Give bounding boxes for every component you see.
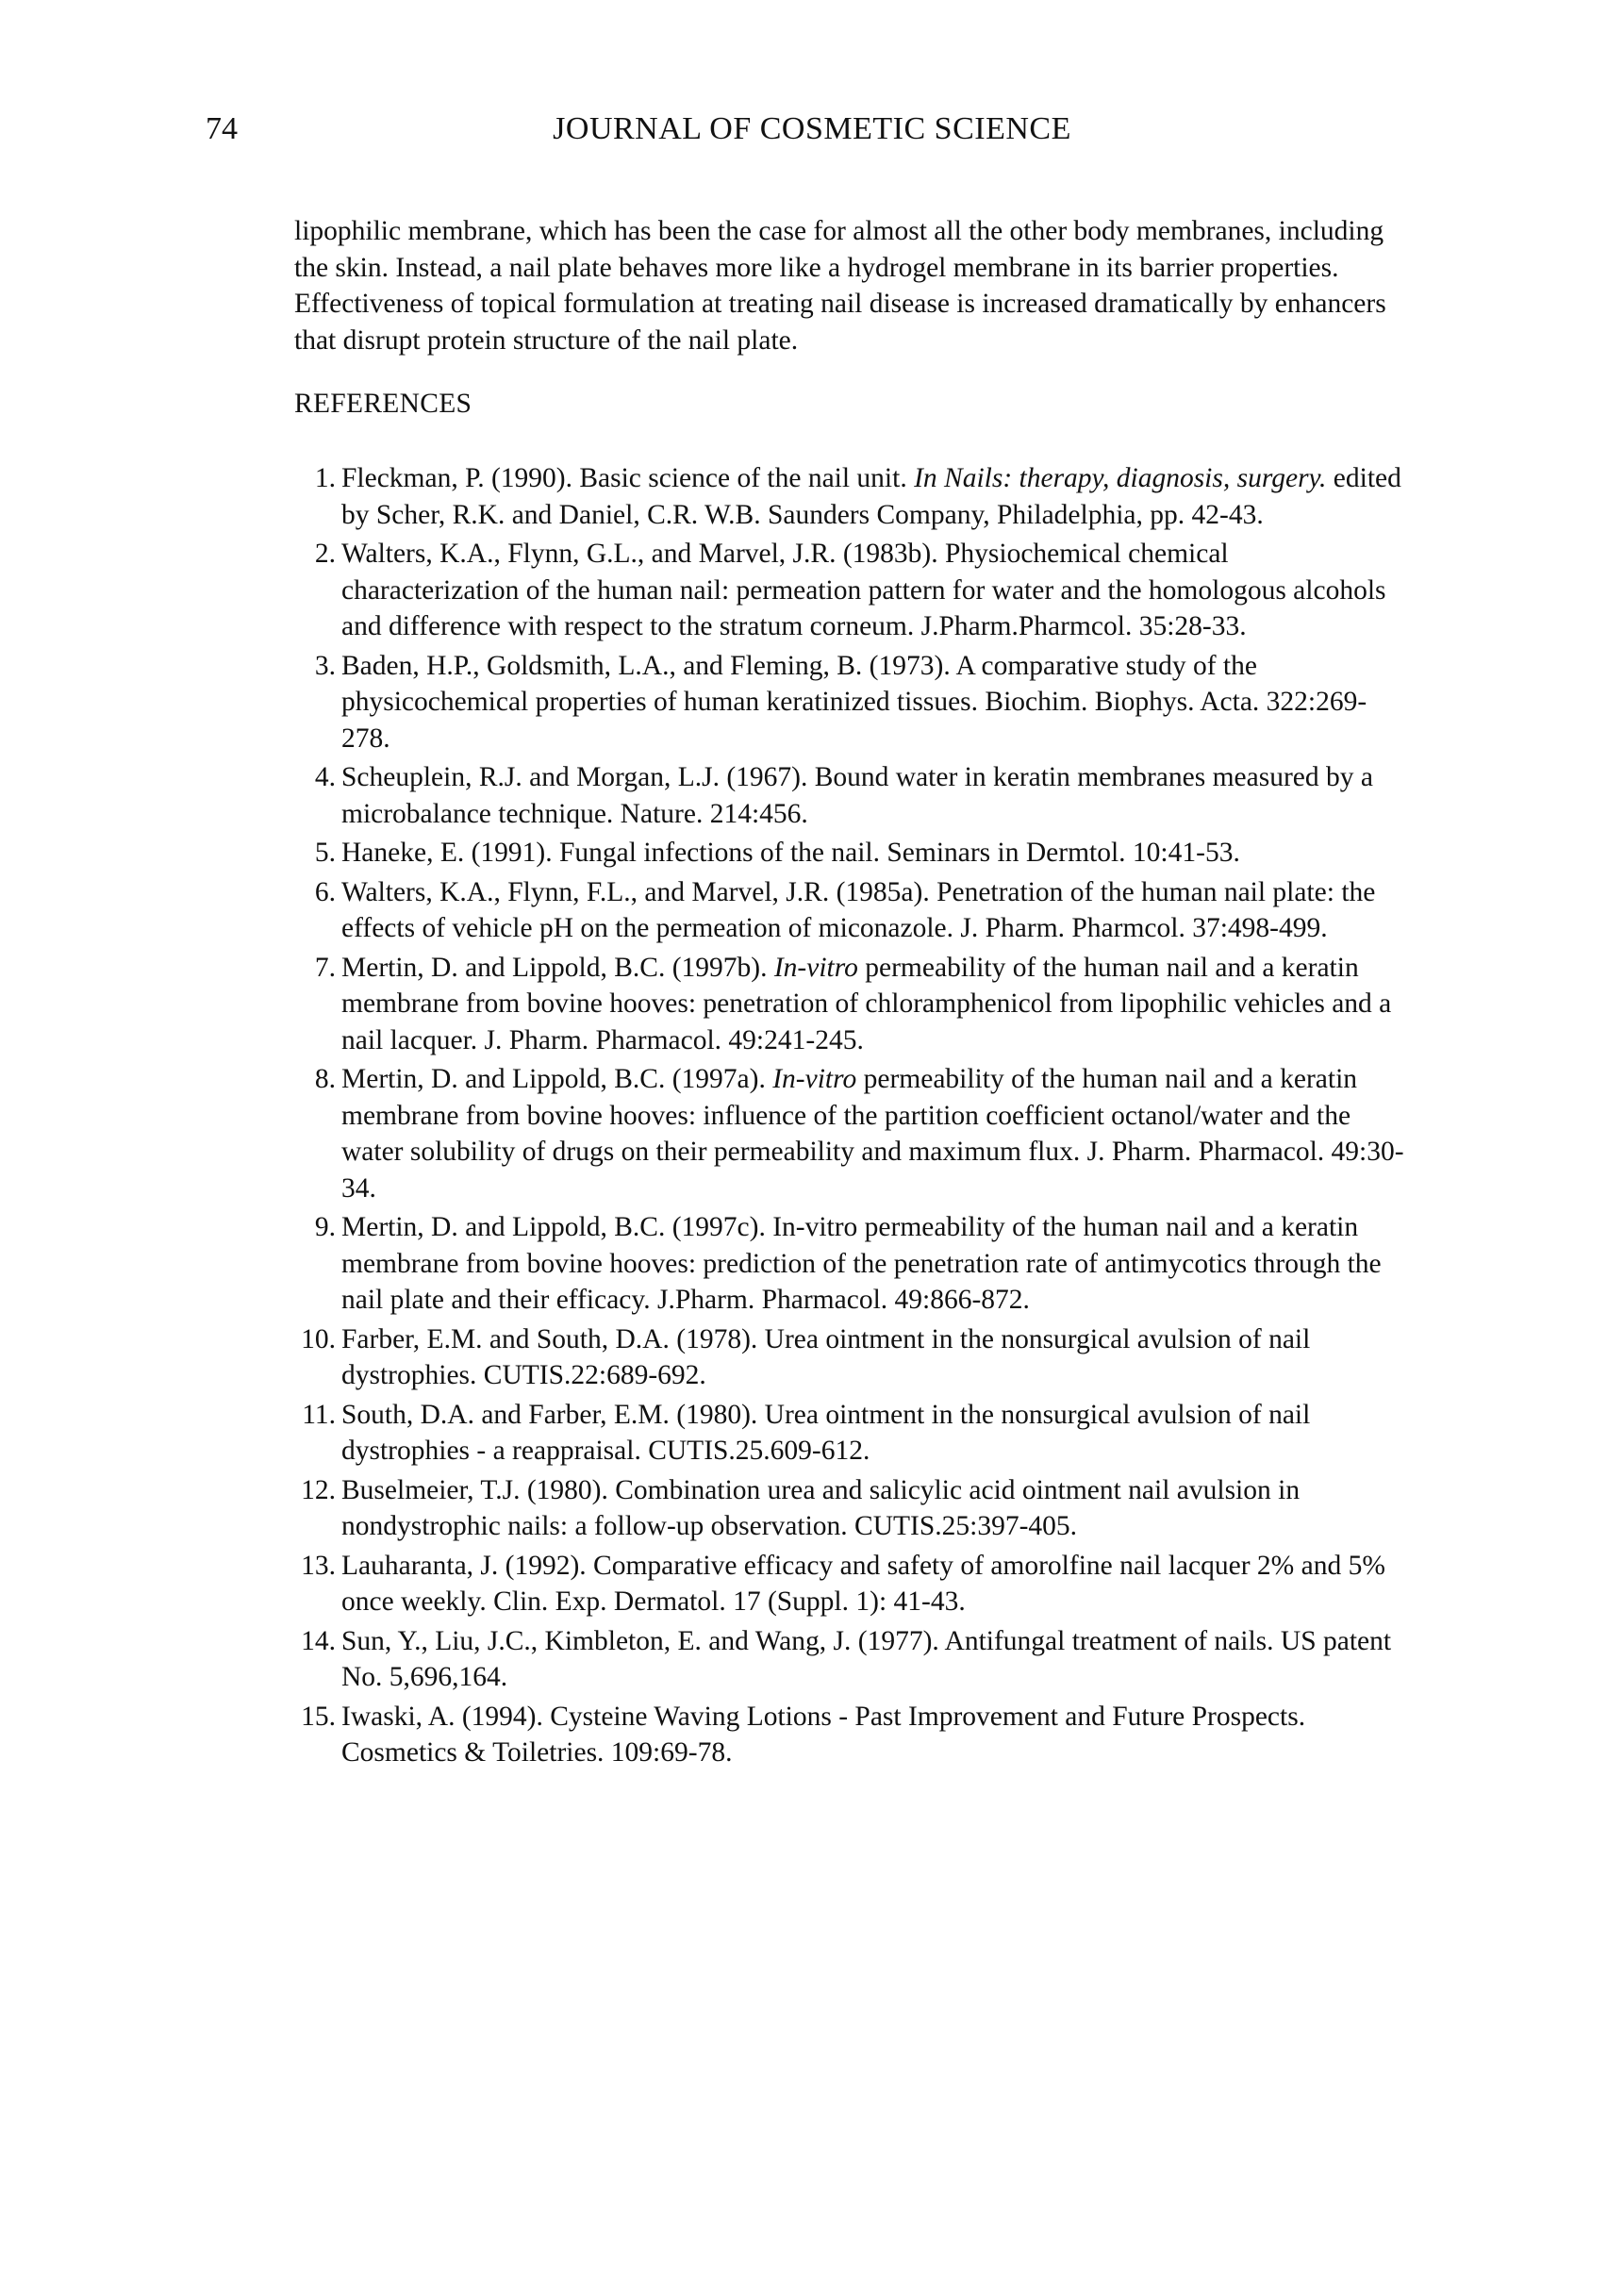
reference-text: Walters, K.A., Flynn, G.L., and Marvel, J.R. (1983b). Physiochemical chemical characterization of the human nail: permeation pattern for water and the homologous alcohols and difference with respect to the stratum corneum. J.Pharm.Pharmcol. 35:28-33. (341, 539, 1386, 641)
reference-text: South, D.A. and Farber, E.M. (1980). Urea ointment in the nonsurgical avulsion of nail dystrophies - a reappraisal. CUTIS.25.609-612. (341, 1399, 1311, 1466)
reference-item (294, 1061, 1407, 1206)
reference-text: Buselmeier, T.J. (1980). Combination urea and salicylic acid ointment nail avulsion in nondystrophic nails: a follow-up observation. CUTIS.25:397-405. (341, 1474, 1301, 1541)
running-header (0, 111, 1624, 158)
reference-number: 4. (314, 762, 336, 792)
body-paragraph: lipophilic membrane, which has been the case for almost all the other body membranes, including the skin. Instead, a nail plate behaves more like a hydrogel membrane in its barrier properties. Effectiveness of topical formulation at treating nail disease is increased dramatically by enhancers that disrupt protein structure of the nail plate. (294, 216, 1386, 356)
reference-text: Mertin, D. and Lippold, B.C. (1997b). In-vitro permeability of the human nail and a keratin membrane from bovine hooves: penetration of chloramphenicol from lipophilic vehicles and a nail lacquer. J. Pharm. Pharmacol. 49:241-245. (341, 952, 1392, 1055)
page-number: 74 (206, 111, 238, 146)
reference-number: 8. (314, 1064, 336, 1094)
reference-number: 11. (302, 1399, 336, 1430)
reference-item (294, 1548, 1407, 1620)
reference-item (294, 1397, 1407, 1470)
reference-number: 3. (314, 650, 336, 681)
references-heading: REFERENCES (294, 389, 472, 419)
reference-text: Scheuplein, R.J. and Morgan, L.J. (1967). Bound water in keratin membranes measured by a microbalance technique. Nature. 214:456. (341, 762, 1373, 829)
reference-text: Baden, H.P., Goldsmith, L.A., and Fleming, B. (1973). A comparative study of the physicochemical properties of human keratinized tissues. Biochim. Biophys. Acta. 322:269-278. (341, 650, 1367, 754)
reference-number: 12. (301, 1474, 336, 1505)
reference-item (294, 460, 1407, 533)
reference-item (294, 648, 1407, 757)
reference-text: Farber, E.M. and South, D.A. (1978). Urea ointment in the nonsurgical avulsion of nail dystrophies. CUTIS.22:689-692. (341, 1323, 1311, 1390)
reference-number: 2. (314, 539, 336, 569)
reference-text: Sun, Y., Liu, J.C., Kimbleton, E. and Wang, J. (1977). Antifungal treatment of nails. US patent No. 5,696,164. (341, 1625, 1392, 1692)
reference-item (294, 759, 1407, 832)
reference-text: Iwaski, A. (1994). Cysteine Waving Lotions - Past Improvement and Future Prospects. Cosmetics & Toiletries. 109:69-78. (341, 1701, 1306, 1768)
reference-item (294, 1623, 1407, 1696)
reference-item (294, 1699, 1407, 1771)
reference-item (294, 1209, 1407, 1319)
reference-number: 5. (314, 838, 336, 868)
reference-item (294, 1321, 1407, 1394)
reference-number: 13. (301, 1550, 336, 1581)
reference-number: 9. (314, 1212, 336, 1242)
reference-item (294, 950, 1407, 1059)
reference-text: Fleckman, P. (1990). Basic science of the nail unit. In Nails: therapy, diagnosis, surgery. edited by Scher, R.K. and Daniel, C.R. W.B. Saunders Company, Philadelphia, pp. 42-43. (341, 463, 1401, 530)
reference-text: Walters, K.A., Flynn, F.L., and Marvel, J.R. (1985a). Penetration of the human nail plate: the effects of vehicle pH on the permeation of miconazole. J. Pharm. Pharmcol. 37:498-499. (341, 876, 1376, 943)
reference-number: 10. (301, 1323, 336, 1354)
reference-number: 14. (301, 1625, 336, 1656)
reference-text: Haneke, E. (1991). Fungal infections of the nail. Seminars in Dermtol. 10:41-53. (341, 838, 1240, 868)
reference-text: Mertin, D. and Lippold, B.C. (1997a). In-vitro permeability of the human nail and a keratin membrane from bovine hooves: influence of the partition coefficient octanol/water and the water solubility of drugs on their permeability and maximum flux. J. Pharm. Pharmacol. 49:30-34. (341, 1064, 1404, 1204)
reference-item (294, 874, 1407, 947)
reference-number: 15. (301, 1701, 336, 1732)
reference-italic: In Nails: therapy, diagnosis, surgery. (914, 463, 1327, 493)
reference-list (294, 460, 1407, 1774)
reference-item (294, 1472, 1407, 1545)
reference-item (294, 536, 1407, 645)
reference-number: 7. (314, 952, 336, 983)
reference-text: Mertin, D. and Lippold, B.C. (1997c). In-vitro permeability of the human nail and a keratin membrane from bovine hooves: prediction of the penetration rate of antimycotics through the nail plate and their efficacy. J.Pharm. Pharmacol. 49:866-872. (341, 1212, 1382, 1315)
reference-number: 6. (314, 876, 336, 907)
reference-text: Lauharanta, J. (1992). Comparative efficacy and safety of amorolfine nail lacquer 2% and 5% once weekly. Clin. Exp. Dermatol. 17 (Suppl. 1): 41-43. (341, 1550, 1385, 1617)
journal-title: JOURNAL OF COSMETIC SCIENCE (553, 111, 1071, 146)
reference-italic: In-vitro (773, 952, 858, 983)
reference-italic: In-vitro (772, 1064, 857, 1094)
reference-number: 1. (314, 463, 336, 493)
reference-item (294, 835, 1407, 872)
